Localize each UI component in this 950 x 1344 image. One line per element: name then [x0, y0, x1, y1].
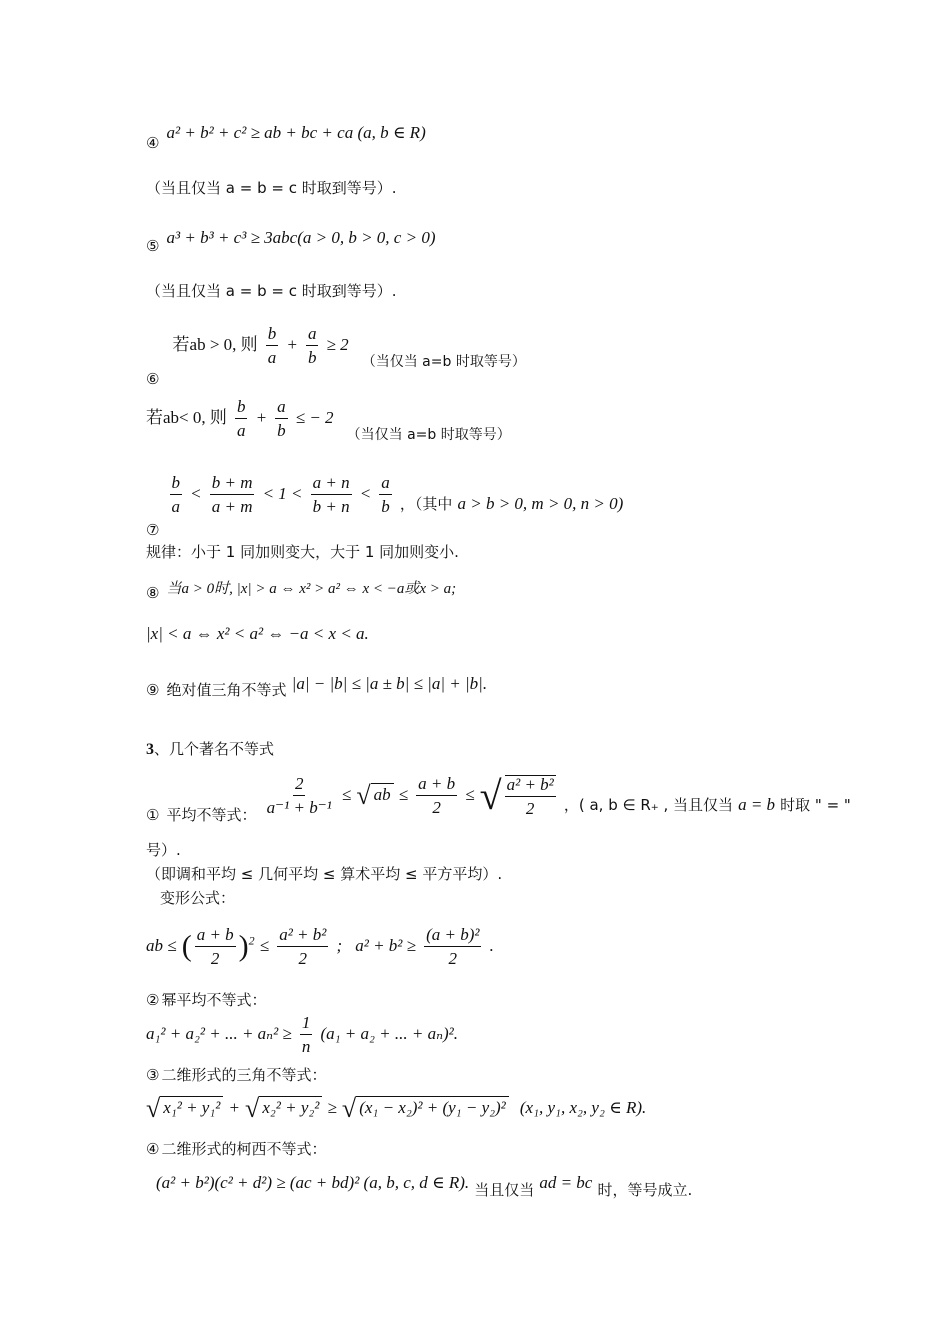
denominator: b	[381, 497, 390, 516]
less-than: <	[359, 484, 372, 503]
cauchy-post: 时，等号成立.	[597, 1181, 693, 1199]
denominator: a + m	[211, 497, 253, 516]
fraction-an-over-bn	[311, 474, 352, 515]
fraction-bm-over-am	[210, 474, 255, 515]
inequality-7	[146, 473, 624, 539]
condition-4: （当且仅当 a = b = c 时取到等号）.	[146, 179, 397, 197]
numerator: a² + b²	[505, 776, 556, 797]
power-mean-heading	[146, 992, 266, 1008]
numerator: b + m	[210, 474, 255, 495]
ge-sign: ≥	[327, 1098, 337, 1117]
denominator: 2	[210, 949, 220, 968]
power-mean-formula	[146, 1014, 458, 1055]
rule-text: 规律：小于 1 同加则变大，大于 1 同加则变小.	[146, 543, 459, 561]
fraction-b-over-a	[170, 474, 183, 515]
one-over-n	[300, 1014, 313, 1055]
section-title: 、几个著名不等式	[154, 740, 275, 758]
separator: ;	[336, 936, 343, 955]
denominator: n	[301, 1037, 311, 1056]
inequality-6b	[146, 397, 511, 443]
numerator: a + n	[311, 474, 352, 495]
numerator: a + b	[195, 926, 236, 947]
inequality-8b	[146, 625, 369, 642]
label-9: 绝对值三角不等式	[166, 681, 287, 699]
formula-4: a² + b² + c² ≥ ab + bc + ca (a, b ∈ R)	[166, 123, 426, 142]
numerator: a² + b²	[277, 926, 328, 947]
formula-6b-pre: 若ab< 0, 则	[146, 408, 227, 427]
section-heading	[146, 742, 274, 758]
harmonic-mean	[265, 775, 334, 816]
denominator: 2	[298, 949, 308, 968]
triangle-condition: (x₁, y₁, x₂, y₂ ∈ R).	[519, 1098, 647, 1117]
half-square-sum	[277, 926, 328, 967]
mean-inequality	[146, 773, 851, 824]
triangle-label: 二维形式的三角不等式：	[161, 1066, 327, 1084]
variant-formula	[146, 926, 494, 967]
fraction-a-over-b	[275, 398, 288, 439]
power-mean-rhs: (a₁ + a₂ + ... + aₙ)².	[320, 1024, 458, 1043]
numerator: a	[275, 398, 288, 419]
geometric-mean: √ ab	[356, 785, 393, 804]
inequality-8	[146, 580, 457, 602]
note-6b: （当仅当 a=b 时取等号）	[346, 427, 511, 443]
numerator: a + b	[416, 775, 457, 796]
number-6: ⑥	[146, 370, 160, 388]
cauchy-formula	[156, 1173, 693, 1199]
fraction-b-over-a	[235, 398, 248, 439]
formula-6-post: ≥ 2	[326, 335, 349, 354]
le-sign: ≤	[398, 785, 409, 804]
sqrt-1: √ x₁² + y₁²	[146, 1098, 223, 1117]
formula-8b: |x| < a ⇔ x² < a² ⇔ −a < x < a.	[146, 624, 369, 643]
numerator: 2	[293, 775, 306, 796]
plus-sign: +	[255, 408, 268, 427]
formula-8: 当a > 0时, |x| > a ⇔ x² > a² ⇔ x < −a或x > a;	[166, 581, 457, 597]
power-mean-label: 幂平均不等式：	[161, 991, 267, 1009]
condition-5: （当且仅当 a = b = c 时取到等号）.	[146, 282, 397, 300]
radicand: x₂² + y₂²	[259, 1096, 322, 1116]
numerator: b	[266, 325, 279, 346]
quadratic-mean: √ $\frac{\text{a² + b²}}{2}$	[479, 773, 554, 819]
arithmetic-mean	[416, 775, 457, 816]
variant-pre: ab ≤	[146, 936, 177, 955]
radicand: x₁² + y₁²	[160, 1096, 223, 1116]
less-than-one: < 1 <	[262, 484, 303, 503]
triangle-heading	[146, 1067, 326, 1083]
formula-9: |a| − |b| ≤ |a ± b| ≤ |a| + |b|.	[291, 674, 488, 693]
le-sign: ≤	[465, 785, 475, 804]
denominator: 2	[432, 798, 441, 817]
denominator: b	[277, 421, 286, 440]
numerator: (a + b)²	[424, 926, 481, 947]
condition-7: a > b > 0, m > 0, n > 0)	[457, 494, 624, 513]
sqrt-2: √ x₂² + y₂²	[245, 1098, 322, 1117]
number-5: ⑤	[146, 237, 160, 255]
triangle-formula	[146, 1096, 646, 1122]
denominator: a⁻¹ + b⁻¹	[266, 798, 332, 817]
mean-tail-line: 号）.	[146, 841, 181, 859]
cauchy-label: 二维形式的柯西不等式：	[161, 1140, 327, 1158]
denominator: a	[236, 421, 246, 440]
mean-chain: （即调和平均 ≤ 几何平均 ≤ 算术平均 ≤ 平方平均）.	[146, 865, 503, 883]
denominator: 2	[448, 949, 458, 968]
numerator: a	[306, 325, 319, 346]
equality-condition: a = b	[738, 795, 776, 814]
cauchy-equality: ad = bc	[539, 1173, 593, 1192]
plus-sign: +	[286, 335, 298, 354]
cauchy-pre: 当且仅当	[474, 1181, 535, 1199]
le-sign: ≤	[341, 785, 352, 804]
right-paren-icon: )	[238, 929, 249, 963]
plus-sign: +	[228, 1098, 240, 1117]
numerator: b	[235, 398, 248, 419]
number-4b: ④	[146, 1140, 160, 1158]
note-6: （当仅当 a=b 时取等号）	[361, 354, 526, 370]
radicand: (x₁ − x₂)² + (y₁ − y₂)²	[356, 1096, 509, 1116]
sqrt-3: √ (x₁ − x₂)² + (y₁ − y₂)²	[342, 1098, 509, 1117]
le-sign: ≤	[259, 936, 270, 955]
mean-condition: ，( a, b ∈ R₊ , 当且仅当	[563, 796, 733, 814]
cauchy-heading	[146, 1141, 326, 1157]
note-7-pre: ，（其中	[399, 495, 453, 513]
left-paren-icon: (	[181, 929, 192, 963]
denominator: a	[171, 497, 181, 516]
square-exponent: 2	[248, 933, 255, 948]
numerator: b	[170, 474, 183, 495]
cauchy-math: (a² + b²)(c² + d²) ≥ (ac + bd)² (a, b, c, d ∈ R).	[156, 1173, 470, 1192]
mean-label: 平均不等式：	[166, 806, 257, 824]
half-sum	[195, 926, 236, 967]
variant-second: a² + b² ≥	[355, 936, 416, 955]
period: .	[489, 936, 494, 955]
variant-label: 变形公式：	[160, 889, 236, 907]
numerator: a	[379, 474, 392, 495]
inequality-9	[146, 674, 488, 699]
numerator: 1	[300, 1014, 313, 1035]
formula-6-pre: 若ab > 0, 则	[172, 335, 258, 354]
number-8: ⑧	[146, 584, 160, 602]
denominator: a	[267, 348, 277, 367]
denominator: b + n	[312, 497, 350, 516]
denominator: b	[307, 348, 317, 367]
half-sum-squared	[424, 926, 481, 967]
number-2: ②	[146, 991, 160, 1009]
denominator: 2	[525, 799, 535, 819]
formula-6b-post: ≤ − 2	[295, 408, 334, 427]
section-number: 3	[146, 741, 154, 758]
inequality-5	[146, 228, 436, 255]
number-9: ⑨	[146, 681, 160, 699]
number-4: ④	[146, 134, 160, 152]
inequality-6	[146, 324, 526, 388]
less-than: <	[190, 484, 202, 503]
fraction-b-over-a	[266, 325, 279, 366]
fraction-a-over-b	[379, 474, 392, 515]
power-mean-lhs: a₁² + a₂² + ... + aₙ² ≥	[146, 1024, 292, 1043]
number-1: ①	[146, 806, 160, 824]
radicand: ab	[371, 783, 394, 803]
inequality-4	[146, 123, 426, 152]
formula-5: a³ + b³ + c³ ≥ 3abc(a > 0, b > 0, c > 0)	[166, 228, 436, 247]
number-7: ⑦	[146, 521, 160, 539]
mean-tail: 时取 " = "	[780, 796, 851, 814]
number-3: ③	[146, 1066, 160, 1084]
fraction-a-over-b	[306, 325, 319, 366]
